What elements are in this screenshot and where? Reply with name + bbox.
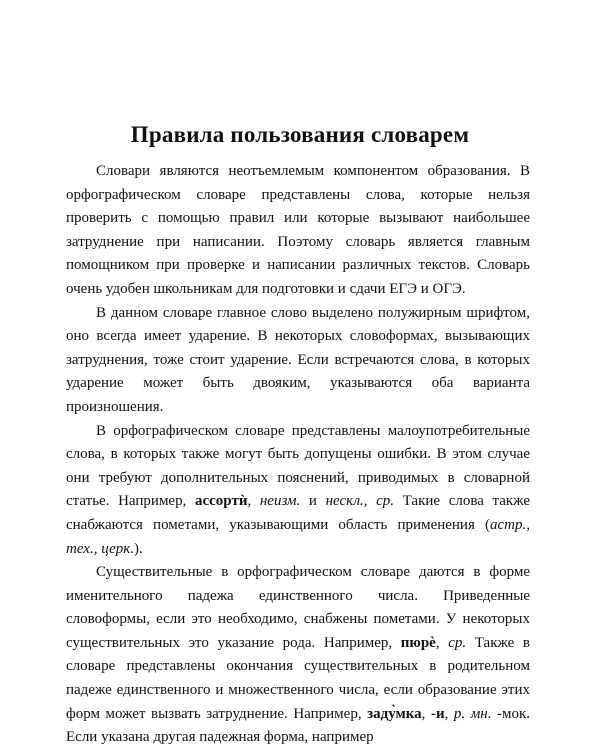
label-text: р. мн. xyxy=(453,705,492,722)
paragraph-text: Такие слова также снабжаются пометами, указывающими область применения ( xyxy=(66,493,531,533)
label-text: неизм. xyxy=(259,493,301,510)
headword-text: пюрѐ xyxy=(400,634,436,651)
paragraph-text: Словари являются неотъемлемым компонентом образования. В орфографическом словаре представлены слова, которые нельзя проверить с помощью правил или которые вызывают наибольшее затруднение при написании. Поэтому словарь является главным помощником при проверке и написании различных текстов. Словарь очень удобен школьникам для подготовки и сдачи ЕГЭ и ОГЭ. xyxy=(66,163,530,297)
paragraph-text: -мок. Если указана другая падежная форма, например xyxy=(66,705,531,746)
label-text: ср. xyxy=(448,634,467,651)
page-title: Правила пользования словарем xyxy=(130,122,470,147)
paragraph-text: и xyxy=(300,493,326,510)
paragraph-text: В орфографическом словаре представлены малоупотребительные слова, в которых также могут быть допущены ошибки. В этом случае они требуют дополнительных пояснений, приводимых в словарной статье. Например, xyxy=(66,422,530,510)
headword-text: ассортѝ xyxy=(194,493,248,510)
paragraph xyxy=(66,561,530,750)
paragraph-text: Также в словаре представлены окончания существительных в родительном падеже единственного и множественного числа, если образование этих форм может вызвать затруднение. Например, xyxy=(66,634,531,722)
body-text xyxy=(66,160,530,750)
headword-text: заду̀мка xyxy=(367,705,422,722)
headword-text: -и xyxy=(430,705,445,722)
paragraph-text: В данном словаре главное слово выделено полужирным шрифтом, оно всегда имеет ударение. В некоторых словоформах, вызывающих затруднения, тоже стоит ударение. Если встречаются слова, в которых ударение может быть двояким, указываются оба варианта произношения. xyxy=(66,304,530,415)
paragraph-text: , xyxy=(247,493,260,510)
label-text: нескл., ср. xyxy=(325,493,395,510)
paragraph-text: , xyxy=(444,705,454,722)
paragraph-text: , xyxy=(421,705,431,722)
paragraph xyxy=(66,160,530,302)
paragraph-text: , xyxy=(435,634,449,651)
label-text: астр., тех., церк. xyxy=(66,516,530,557)
paragraph-text: ). xyxy=(134,540,143,557)
paragraph xyxy=(66,302,530,420)
paragraph xyxy=(66,420,530,562)
paragraph-text: Существительные в орфографическом словаре даются в форме именительного падежа единственного числа. Приведенные словоформы, если это необходимо, снабжены пометами. У некоторых существительных это указание рода. Например, xyxy=(66,564,530,651)
